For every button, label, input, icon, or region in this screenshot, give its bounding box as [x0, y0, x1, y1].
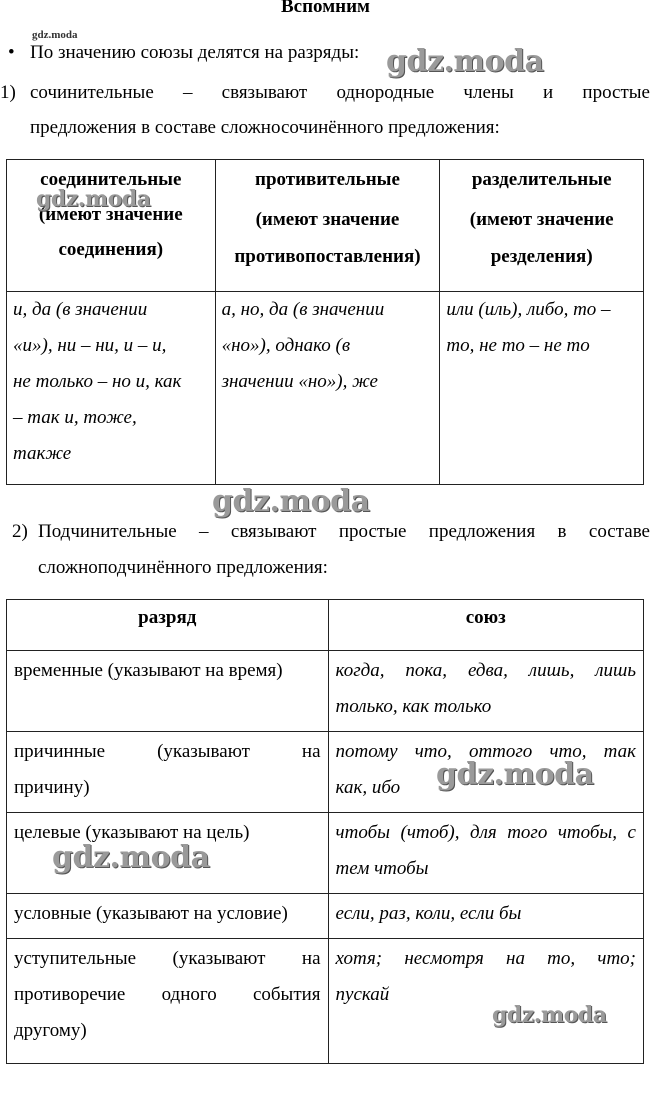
watermark-logo: gdz.moda — [386, 44, 544, 79]
table-row — [7, 939, 644, 1064]
row-conjunctions: хотя; несмотря на то, что; пускай — [328, 939, 643, 1064]
watermark-small: gdz.moda — [32, 29, 78, 41]
item1-line1: сочинительные – связывают однородные члены и простые — [30, 82, 650, 103]
item2-line1: Подчинительные – связывают простые предложения в составе — [38, 521, 650, 542]
row-conjunctions: если, раз, коли, если бы — [328, 894, 643, 939]
table-row — [7, 894, 644, 939]
header-category: разряд — [7, 600, 329, 651]
row-conjunctions: когда, пока, едва, лишь, лишь только, как только — [328, 651, 643, 732]
bullet-marker: • — [8, 42, 15, 63]
watermark-logo: gdz.moda — [36, 186, 151, 212]
row-conjunctions: чтобы (чтоб), для того чтобы, с тем чтобы — [328, 813, 643, 894]
subordinating-header-row — [7, 600, 644, 651]
item1-line2: предложения в составе сложносочинённого предложения: — [30, 117, 500, 138]
row-kind: уступительные (указывают на противоречие одного события другому) — [7, 939, 329, 1064]
header-adversative: противительные (имеют значение противопоставления) — [215, 160, 440, 292]
row-kind: целевые (указывают на цель) — [7, 813, 329, 894]
header-disjunctive: разделительные (имеют значение резделения) — [440, 160, 644, 292]
table-row — [7, 651, 644, 732]
item2-number: 2) — [12, 521, 28, 542]
row-kind: причинные (указывают на причину) — [7, 732, 329, 813]
watermark-logo: gdz.moda — [492, 1002, 607, 1028]
coordinating-header-row — [7, 160, 644, 292]
intro-text: По значению союзы делятся на разряды: — [30, 42, 360, 63]
item2-line2: сложноподчинённого предложения: — [38, 557, 328, 578]
subordinating-table — [6, 599, 644, 1064]
item1-number: 1) — [0, 82, 16, 103]
cell-disjunctive-conjunctions: или (иль), либо, то – то, не то – не то — [440, 292, 644, 485]
watermark-logo: gdz.moda — [212, 484, 370, 519]
row-conjunctions: потому что, оттого что, так как, ибо — [328, 732, 643, 813]
cell-connective-conjunctions: и, да (в значении «и»), ни – ни, и – и, не только – но и, как – так и, тоже, также — [7, 292, 216, 485]
cell-adversative-conjunctions: а, но, да (в значении «но»), однако (в значении «но»), же — [215, 292, 440, 485]
row-kind: условные (указывают на условие) — [7, 894, 329, 939]
page-title: Вспомним — [281, 0, 370, 17]
watermark-logo: gdz.moda — [436, 757, 594, 792]
watermark-logo: gdz.moda — [52, 840, 210, 875]
coordinating-body-row — [7, 292, 644, 485]
header-connective: соединительные (имеют значение соединения) — [7, 160, 216, 292]
header-conjunction: союз — [328, 600, 643, 651]
row-kind: временные (указывают на время) — [7, 651, 329, 732]
